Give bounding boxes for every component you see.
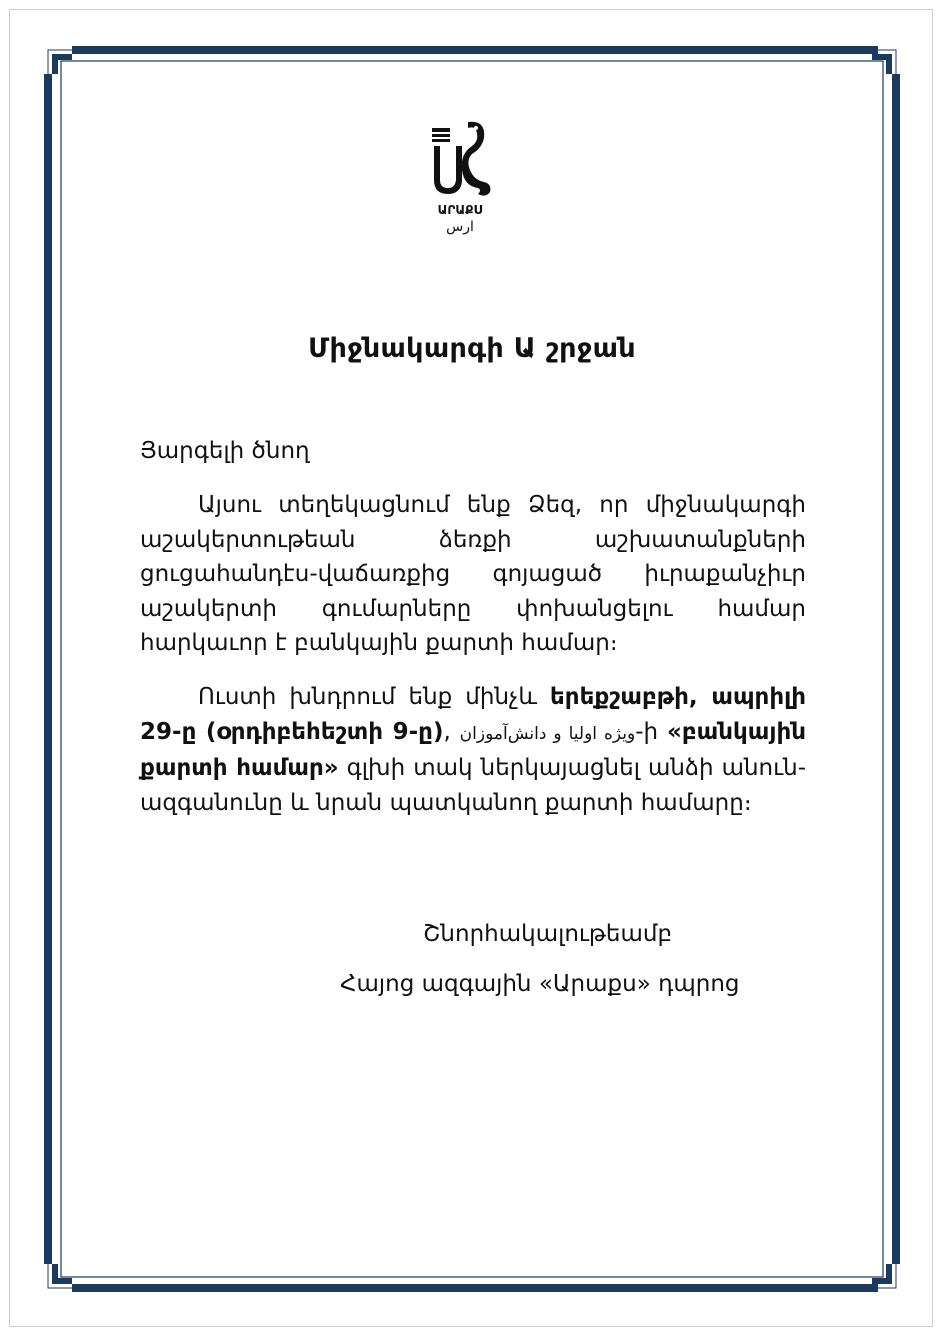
deadline-date-suffix-1: ը [181, 718, 197, 745]
deadline-date-part-3: ) [432, 718, 444, 745]
closing-thanks: Շնորհակալութեամբ [423, 921, 673, 947]
salutation: Յարգելի ծնող [140, 438, 310, 464]
deadline-date-suffix-2: ը [418, 718, 433, 745]
request-rest: գլխի տակ ներկայացնել անձի անուն-ազգանունը և նրան պատկանող քարտի համարը։ [140, 755, 807, 816]
deadline-date-part-2: (օրդիբեհեշտի 9- [196, 718, 419, 745]
persian-phrase: ویژه اولیا و دانش‌آموزان [459, 723, 636, 744]
bank-card-heading: «բանկային քարտի համար» [140, 718, 807, 781]
deadline-comma: , [443, 718, 451, 745]
request-connector: -ի [635, 718, 668, 745]
logo-armenian-text: ԱՐԱՔՍ [437, 203, 483, 217]
page-title: Միջնակարգի Ա շրջան [308, 333, 636, 364]
paragraph-request [140, 680, 806, 820]
logo-persian-text: ارس [446, 219, 474, 235]
request-intro: Ուստի խնդրում ենք մինչև [198, 684, 551, 710]
school-signature: Հայոց ազգային «Արաքս» դպրոց [340, 971, 740, 997]
araks-logo-icon [420, 118, 500, 238]
paragraph-1-text: Այսու տեղեկացնում ենք Ձեզ, որ միջնակարգի աշակերտութեան ձեռքի աշխատանքների ցուցահանդէս-վաճառքից գոյացած իւրաքանչիւր աշակերտի գումարները փոխանցելու համար հարկաւոր է բանկային քարտի համար։ [140, 492, 806, 656]
deadline-date-part-1: երեքշաբթի, ապրիլի 29- [140, 684, 806, 745]
paragraph-announcement [140, 488, 806, 661]
